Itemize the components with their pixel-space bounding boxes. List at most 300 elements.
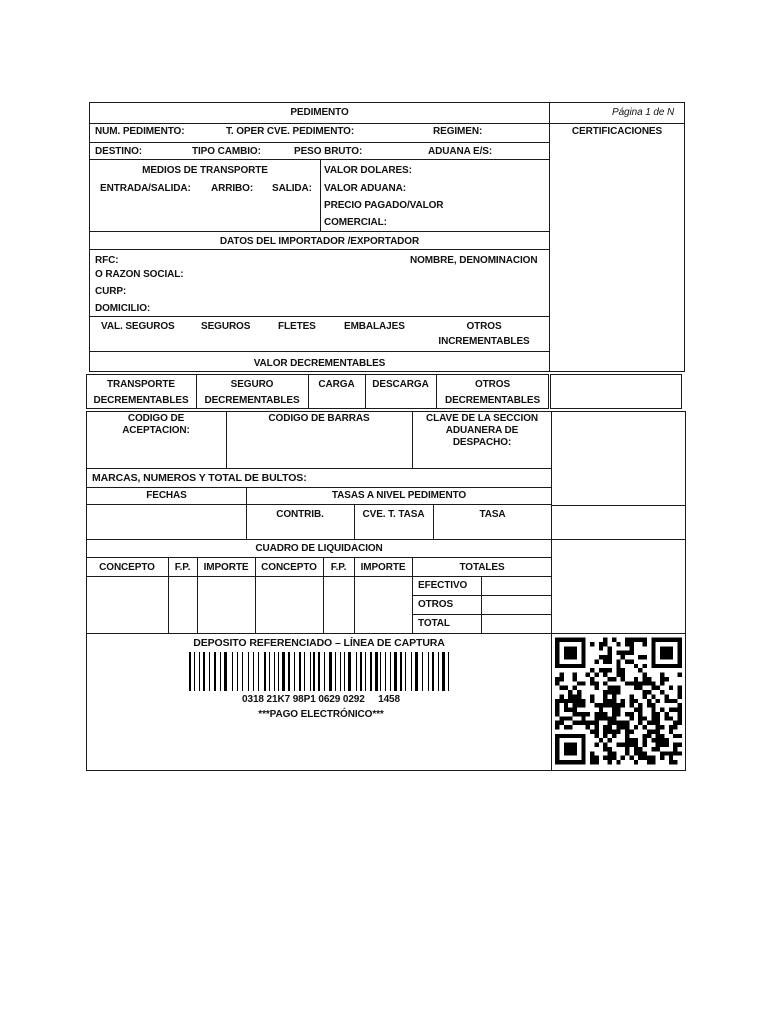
- qr-module: [590, 751, 594, 755]
- qr-module: [608, 686, 612, 690]
- barcode-bar: [276, 652, 277, 691]
- qr-module: [616, 760, 620, 764]
- barcode-bar: [242, 652, 244, 691]
- barcode-bar: [237, 652, 238, 691]
- qr-module: [647, 690, 651, 694]
- qr-module: [573, 673, 577, 677]
- qr-module: [603, 655, 607, 659]
- descarga-label: DESCARGA: [372, 379, 429, 390]
- qr-module: [616, 743, 620, 747]
- qr-module: [555, 725, 559, 729]
- qr-module: [625, 725, 629, 729]
- qr-module: [625, 712, 629, 716]
- qr-module: [603, 756, 607, 760]
- qr-module: [660, 677, 664, 681]
- qr-module: [678, 743, 682, 747]
- barcode-bar: [432, 652, 434, 691]
- valor-dolares-label: VALOR DOLARES:: [324, 165, 412, 176]
- qr-module: [581, 703, 585, 707]
- qr-module: [586, 712, 590, 716]
- barcode-bar: [346, 652, 347, 691]
- salida-label: SALIDA:: [272, 183, 312, 194]
- qr-module: [629, 642, 633, 646]
- qr-module: [638, 703, 642, 707]
- barcode-bar: [415, 652, 418, 691]
- qr-module: [594, 712, 598, 716]
- qr-module: [608, 760, 612, 764]
- qr-module: [660, 738, 664, 742]
- qr-module: [629, 681, 633, 685]
- barcode-bar: [234, 652, 236, 691]
- qr-module: [603, 694, 607, 698]
- qr-module: [608, 747, 612, 751]
- qr-module: [669, 756, 673, 760]
- curp-label: CURP:: [95, 286, 127, 297]
- qr-module: [629, 659, 633, 663]
- carga-label: CARGA: [318, 379, 355, 390]
- nombre-label: NOMBRE, DENOMINACION: [410, 255, 538, 266]
- barcode-bar: [440, 652, 441, 691]
- qr-module: [603, 716, 607, 720]
- qr-module: [573, 721, 577, 725]
- qr-module: [673, 747, 677, 751]
- barcode-bar: [373, 652, 374, 691]
- qr-module: [616, 725, 620, 729]
- qr-module: [664, 738, 668, 742]
- barcode-bar: [199, 652, 200, 691]
- qr-module: [608, 651, 612, 655]
- qr-module: [555, 721, 559, 725]
- qr-module: [590, 694, 594, 698]
- qr-module: [651, 729, 655, 733]
- barcode-bar: [194, 652, 195, 691]
- qr-module: [599, 655, 603, 659]
- qr-module: [564, 699, 568, 703]
- qr-module: [573, 703, 577, 707]
- qr-module: [625, 721, 629, 725]
- decrementables-side-cell: [550, 374, 682, 409]
- qr-module: [651, 681, 655, 685]
- qr-module: [664, 716, 668, 720]
- qr-module: [603, 725, 607, 729]
- qr-module: [660, 690, 664, 694]
- barcode-bar: [274, 652, 275, 691]
- qr-module: [651, 716, 655, 720]
- qr-module: [608, 725, 612, 729]
- qr-module: [621, 703, 625, 707]
- qr-module: [656, 725, 660, 729]
- rfc-label: RFC:: [95, 255, 119, 266]
- qr-module: [616, 690, 620, 694]
- barcode-bar: [387, 652, 389, 691]
- barcode-bar: [313, 652, 315, 691]
- otros-incrementables-label-2: INCREMENTABLES: [438, 336, 530, 347]
- qr-module: [629, 738, 633, 742]
- qr-module: [643, 673, 647, 677]
- barcode-bar: [271, 652, 273, 691]
- qr-code-icon: [555, 635, 682, 767]
- qr-module: [643, 756, 647, 760]
- qr-module: [643, 743, 647, 747]
- qr-module: [608, 646, 612, 650]
- qr-module: [581, 721, 585, 725]
- qr-module: [590, 721, 594, 725]
- qr-module: [581, 712, 585, 716]
- qr-module: [608, 729, 612, 733]
- otros-decrementables-label-2: DECREMENTABLES: [444, 395, 541, 406]
- qr-module: [621, 699, 625, 703]
- qr-module: [643, 716, 647, 720]
- certificaciones-label: CERTIFICACIONES: [571, 126, 663, 137]
- qr-module: [612, 690, 616, 694]
- qr-module: [625, 642, 629, 646]
- barcode-image: [189, 652, 453, 691]
- qr-module: [559, 677, 563, 681]
- qr-module: [651, 738, 655, 742]
- qr-module: [608, 738, 612, 742]
- qr-module: [651, 708, 655, 712]
- qr-module: [638, 712, 642, 716]
- qr-module: [594, 721, 598, 725]
- barcode-bar: [337, 652, 339, 691]
- barcode-bar: [442, 652, 445, 691]
- qr-module: [678, 716, 682, 720]
- qr-module: [656, 729, 660, 733]
- qr-module: [638, 708, 642, 712]
- qr-module: [664, 751, 668, 755]
- seguro-decrementables-label-2: DECREMENTABLES: [204, 395, 300, 406]
- qr-module: [638, 721, 642, 725]
- qr-module: [581, 699, 585, 703]
- qr-module: [629, 694, 633, 698]
- qr-module: [634, 677, 638, 681]
- precio-pagado-label: PRECIO PAGADO/VALOR: [324, 200, 444, 211]
- barcode-bar: [267, 652, 268, 691]
- qr-module: [634, 664, 638, 668]
- barcode-bar: [240, 652, 241, 691]
- barcode-bar: [430, 652, 431, 691]
- deposito-title: DEPOSITO REFERENCIADO – LÍNEA DE CAPTURA: [193, 637, 445, 649]
- qr-module: [603, 703, 607, 707]
- qr-module: [629, 729, 633, 733]
- codigo-aceptacion-label-1: CODIGO DE: [127, 413, 185, 424]
- medios-transporte-label: MEDIOS DE TRANSPORTE: [142, 165, 268, 176]
- marcas-label: MARCAS, NUMEROS Y TOTAL DE BULTOS:: [92, 472, 307, 484]
- qr-module: [586, 721, 590, 725]
- qr-module: [616, 642, 620, 646]
- otros-label: OTROS: [418, 599, 454, 610]
- barcode-bar: [260, 652, 263, 691]
- barcode-bar: [278, 652, 280, 691]
- qr-module: [673, 721, 677, 725]
- peso-bruto-label: PESO BRUTO:: [294, 146, 363, 157]
- pago-electronico: ***PAGO ELECTRÓNICO***: [258, 709, 384, 720]
- barcode-bar: [344, 652, 346, 691]
- comercial-label: COMERCIAL:: [324, 217, 387, 228]
- qr-module: [590, 699, 594, 703]
- qr-module: [647, 677, 651, 681]
- qr-module: [616, 703, 620, 707]
- qr-module: [629, 638, 633, 642]
- qr-module: [660, 646, 673, 659]
- qr-module: [573, 694, 577, 698]
- qr-module: [608, 655, 612, 659]
- qr-module: [608, 659, 612, 663]
- barcode-bar: [253, 652, 254, 691]
- barcode-bar: [269, 652, 270, 691]
- cve-t-tasa-label: CVE. T. TASA: [362, 509, 425, 520]
- qr-module: [568, 716, 572, 720]
- razon-social-label: O RAZON SOCIAL:: [95, 269, 184, 280]
- qr-module: [603, 747, 607, 751]
- codigo-aceptacion-label-2: ACEPTACION:: [122, 425, 190, 436]
- qr-module: [629, 756, 633, 760]
- qr-module: [621, 677, 625, 681]
- qr-module: [634, 681, 638, 685]
- clave-seccion-label-1: CLAVE DE LA SECCION: [426, 413, 538, 424]
- qr-module: [660, 743, 664, 747]
- barcode-bar: [228, 652, 230, 691]
- qr-module: [594, 760, 598, 764]
- barcode-bar: [407, 652, 409, 691]
- pedimento-title: PEDIMENTO: [290, 107, 349, 118]
- qr-module: [616, 686, 620, 690]
- barcode-bar: [324, 652, 325, 691]
- qr-module: [643, 677, 647, 681]
- qr-module: [634, 747, 638, 751]
- qr-module: [651, 756, 655, 760]
- qr-module: [625, 729, 629, 733]
- barcode-bar: [192, 652, 193, 691]
- liquidacion-title: CUADRO DE LIQUIDACION: [255, 543, 383, 554]
- qr-module: [647, 681, 651, 685]
- qr-module: [629, 716, 633, 720]
- qr-module: [612, 686, 616, 690]
- barcode-bar: [326, 652, 328, 691]
- qr-module: [555, 677, 559, 681]
- qr-module: [568, 708, 572, 712]
- qr-module: [612, 716, 616, 720]
- barcode-bar: [335, 652, 336, 691]
- qr-module: [669, 725, 673, 729]
- transporte-decrementables-label-1: TRANSPORTE: [107, 379, 175, 390]
- qr-module: [625, 738, 629, 742]
- barcode-bar: [321, 652, 322, 691]
- barcode-bar: [438, 652, 439, 691]
- barcode-bar: [400, 652, 402, 691]
- barcode-bar: [370, 652, 372, 691]
- valor-decrementables-title: VALOR DECREMENTABLES: [253, 358, 386, 369]
- barcode-bar: [425, 652, 427, 691]
- qr-module: [669, 716, 673, 720]
- qr-module: [590, 756, 594, 760]
- barcode-bar: [306, 652, 309, 691]
- qr-module: [608, 668, 612, 672]
- qr-module: [678, 694, 682, 698]
- qr-module: [656, 716, 660, 720]
- barcode-bar: [411, 652, 412, 691]
- liquidacion-body: [86, 576, 552, 634]
- qr-module: [603, 743, 607, 747]
- qr-module: [634, 751, 638, 755]
- qr-module: [638, 751, 642, 755]
- barcode-bar: [258, 652, 259, 691]
- barcode-bar: [286, 652, 287, 691]
- fp-header-2: F.P.: [330, 562, 347, 573]
- qr-module: [673, 743, 677, 747]
- qr-module: [599, 703, 603, 707]
- barcode-bar: [446, 652, 447, 691]
- qr-module: [643, 664, 647, 668]
- qr-module: [625, 659, 629, 663]
- qr-module: [590, 677, 594, 681]
- qr-module: [616, 659, 620, 663]
- qr-module: [594, 725, 598, 729]
- qr-module: [612, 751, 616, 755]
- barcode-bar: [316, 652, 317, 691]
- barcode-bar: [294, 652, 295, 691]
- barcode-bar: [220, 652, 221, 691]
- barcode-bar: [291, 652, 292, 691]
- qr-module: [660, 734, 664, 738]
- qr-module: [568, 725, 572, 729]
- barcode-bar: [189, 652, 191, 691]
- qr-module: [678, 673, 682, 677]
- contrib-label: CONTRIB.: [276, 509, 324, 520]
- barcode-bar: [367, 652, 369, 691]
- qr-module: [594, 703, 598, 707]
- qr-module: [664, 677, 668, 681]
- tasas-title: TASAS A NIVEL PEDIMENTO: [331, 490, 467, 501]
- qr-module: [647, 703, 651, 707]
- barcode-bar: [390, 652, 391, 691]
- barcode-bar: [392, 652, 393, 691]
- qr-module: [577, 690, 581, 694]
- qr-module: [573, 677, 577, 681]
- barcode-bar: [196, 652, 198, 691]
- qr-module: [656, 747, 660, 751]
- barcode-bar: [222, 652, 223, 691]
- qr-module: [669, 686, 673, 690]
- barcode-bar: [356, 652, 357, 691]
- qr-module: [625, 747, 629, 751]
- qr-module: [660, 681, 664, 685]
- qr-module: [660, 756, 664, 760]
- qr-module: [612, 708, 616, 712]
- qr-module: [573, 686, 577, 690]
- qr-module: [608, 699, 612, 703]
- barcode-bar: [342, 652, 343, 691]
- qr-module: [647, 734, 651, 738]
- qr-module: [625, 681, 629, 685]
- qr-module: [629, 699, 633, 703]
- qr-module: [643, 681, 647, 685]
- qr-module: [638, 655, 642, 659]
- barcode-bar: [450, 652, 451, 691]
- qr-module: [621, 651, 625, 655]
- qr-module: [625, 734, 629, 738]
- barcode-bar: [255, 652, 257, 691]
- barcode-bar: [358, 652, 359, 691]
- qr-module: [621, 756, 625, 760]
- regimen-label: REGIMEN:: [433, 126, 483, 137]
- qr-module: [651, 703, 655, 707]
- qr-module: [568, 699, 572, 703]
- arribo-label: ARRIBO:: [211, 183, 254, 194]
- qr-module: [629, 703, 633, 707]
- qr-module: [568, 690, 572, 694]
- qr-module: [647, 729, 651, 733]
- qr-module: [643, 655, 647, 659]
- qr-module: [559, 699, 563, 703]
- qr-module: [616, 729, 620, 733]
- barcode-bar: [329, 652, 332, 691]
- qr-module: [594, 743, 598, 747]
- qr-module: [559, 694, 563, 698]
- qr-module: [651, 694, 655, 698]
- qr-module: [647, 760, 651, 764]
- barcode-bar: [224, 652, 227, 691]
- qr-module: [678, 708, 682, 712]
- codigos-side-cell: [551, 411, 686, 506]
- qr-module: [590, 760, 594, 764]
- barcode-bar: [217, 652, 218, 691]
- qr-module: [594, 673, 598, 677]
- barcode-bar: [244, 652, 247, 691]
- barcode-bar: [207, 652, 208, 691]
- qr-module: [573, 708, 577, 712]
- qr-module: [625, 751, 629, 755]
- totales-header: TOTALES: [459, 562, 505, 573]
- qr-module: [590, 642, 594, 646]
- qr-module: [638, 681, 642, 685]
- qr-module: [559, 673, 563, 677]
- qr-module: [621, 743, 625, 747]
- barcode-bar: [419, 652, 420, 691]
- qr-module: [629, 712, 633, 716]
- barcode-bar: [214, 652, 216, 691]
- qr-module: [603, 668, 607, 672]
- qr-module: [603, 699, 607, 703]
- qr-module: [612, 677, 616, 681]
- qr-module: [634, 699, 638, 703]
- qr-module: [651, 760, 655, 764]
- importador-title: DATOS DEL IMPORTADOR /EXPORTADOR: [219, 236, 420, 247]
- qr-module: [634, 738, 638, 742]
- qr-module: [577, 703, 581, 707]
- qr-module: [664, 712, 668, 716]
- qr-module: [678, 734, 682, 738]
- qr-module: [573, 699, 577, 703]
- destino-label: DESTINO:: [95, 146, 142, 157]
- qr-module: [577, 712, 581, 716]
- qr-module: [621, 721, 625, 725]
- barcode-bar: [413, 652, 415, 691]
- qr-module: [612, 721, 616, 725]
- importe-header-2: IMPORTE: [360, 562, 406, 573]
- tasa-label: TASA: [479, 509, 506, 520]
- qr-module: [608, 690, 612, 694]
- qr-module: [634, 725, 638, 729]
- qr-module: [634, 743, 638, 747]
- qr-module: [660, 751, 664, 755]
- barcode-bar: [363, 652, 364, 691]
- barcode-bar: [340, 652, 341, 691]
- barcode-bar: [405, 652, 406, 691]
- qr-module: [629, 651, 633, 655]
- qr-module: [664, 699, 668, 703]
- qr-module: [612, 712, 616, 716]
